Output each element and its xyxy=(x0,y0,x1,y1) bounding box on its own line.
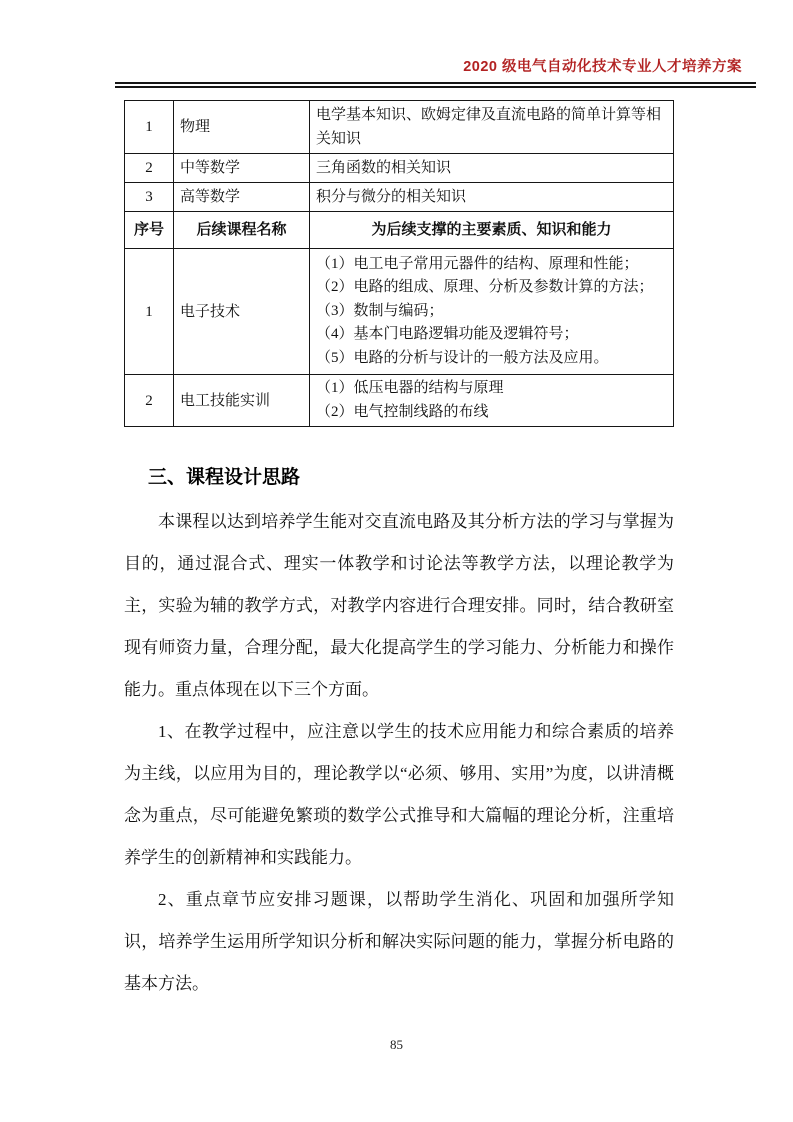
column-header-num: 序号 xyxy=(125,212,174,249)
row-number: 3 xyxy=(125,183,174,212)
knowledge-item: （2）电气控制线路的布线 xyxy=(316,403,489,420)
page-number: 85 xyxy=(390,1037,403,1052)
column-header-desc: 为后续支撑的主要素质、知识和能力 xyxy=(310,212,674,249)
row-number: 1 xyxy=(125,101,174,154)
knowledge-item: （1）低压电器的结构与原理 xyxy=(316,380,504,396)
table-row xyxy=(125,183,674,212)
course-name: 高等数学 xyxy=(174,183,310,212)
knowledge-item: （2）电路的组成、原理、分析及参数计算的方法； xyxy=(316,279,654,296)
header-double-rule xyxy=(115,82,756,88)
course-name: 物理 xyxy=(174,101,310,154)
column-header-name: 后续课程名称 xyxy=(174,212,310,249)
knowledge-item: （3）数制与编码； xyxy=(316,302,444,319)
page-header xyxy=(115,57,756,88)
section-body xyxy=(124,501,674,1005)
table-row xyxy=(125,249,674,375)
table-row xyxy=(125,154,674,183)
header-title: 2020 级电气自动化技术专业人才培养方案 xyxy=(463,59,742,75)
table-row xyxy=(125,375,674,427)
body-paragraph: 1、在教学过程中，应注意以学生的技术应用能力和综合素质的培养为主线，以应用为目的，理论教学以“必须、够用、实用”为度，以讲清概念为重点，尽可能避免繁琐的数学公式推导和大篇幅的理论分析，注重培养学生的创新精神和实践能力。 xyxy=(124,722,674,867)
knowledge-item: （1）电工电子常用元器件的结构、原理和性能； xyxy=(316,255,639,272)
table-header-row xyxy=(125,212,674,249)
course-name: 电子技术 xyxy=(174,249,310,375)
course-knowledge: 电学基本知识、欧姆定律及直流电路的简单计算等相关知识 xyxy=(310,101,674,154)
table-row xyxy=(125,101,674,154)
course-name: 电工技能实训 xyxy=(174,375,310,427)
course-knowledge: 积分与微分的相关知识 xyxy=(310,183,674,212)
course-support-table xyxy=(124,100,674,427)
row-number: 2 xyxy=(125,154,174,183)
section-heading: 三、课程设计思路 xyxy=(148,467,301,488)
course-knowledge: 三角函数的相关知识 xyxy=(310,154,674,183)
body-paragraph: 2、重点章节应安排习题课，以帮助学生消化、巩固和加强所学知识，培养学生运用所学知识分析和解决实际问题的能力，掌握分析电路的基本方法。 xyxy=(124,890,674,993)
body-paragraph: 本课程以达到培养学生能对交直流电路及其分析方法的学习与掌握为目的，通过混合式、理实一体教学和讨论法等教学方法，以理论教学为主，实验为辅的教学方式，对教学内容进行合理安排。同时，结合教研室现有师资力量，合理分配，最大化提高学生的学习能力、分析能力和操作能力。重点体现在以下三个方面。 xyxy=(124,512,674,699)
content-area xyxy=(124,100,674,1005)
course-knowledge xyxy=(310,249,674,375)
knowledge-item: （5）电路的分析与设计的一般方法及应用。 xyxy=(316,349,609,366)
row-number: 2 xyxy=(125,375,174,427)
row-number: 1 xyxy=(125,249,174,375)
knowledge-item: （4）基本门电路逻辑功能及逻辑符号； xyxy=(316,326,579,343)
course-name: 中等数学 xyxy=(174,154,310,183)
course-knowledge xyxy=(310,375,674,427)
